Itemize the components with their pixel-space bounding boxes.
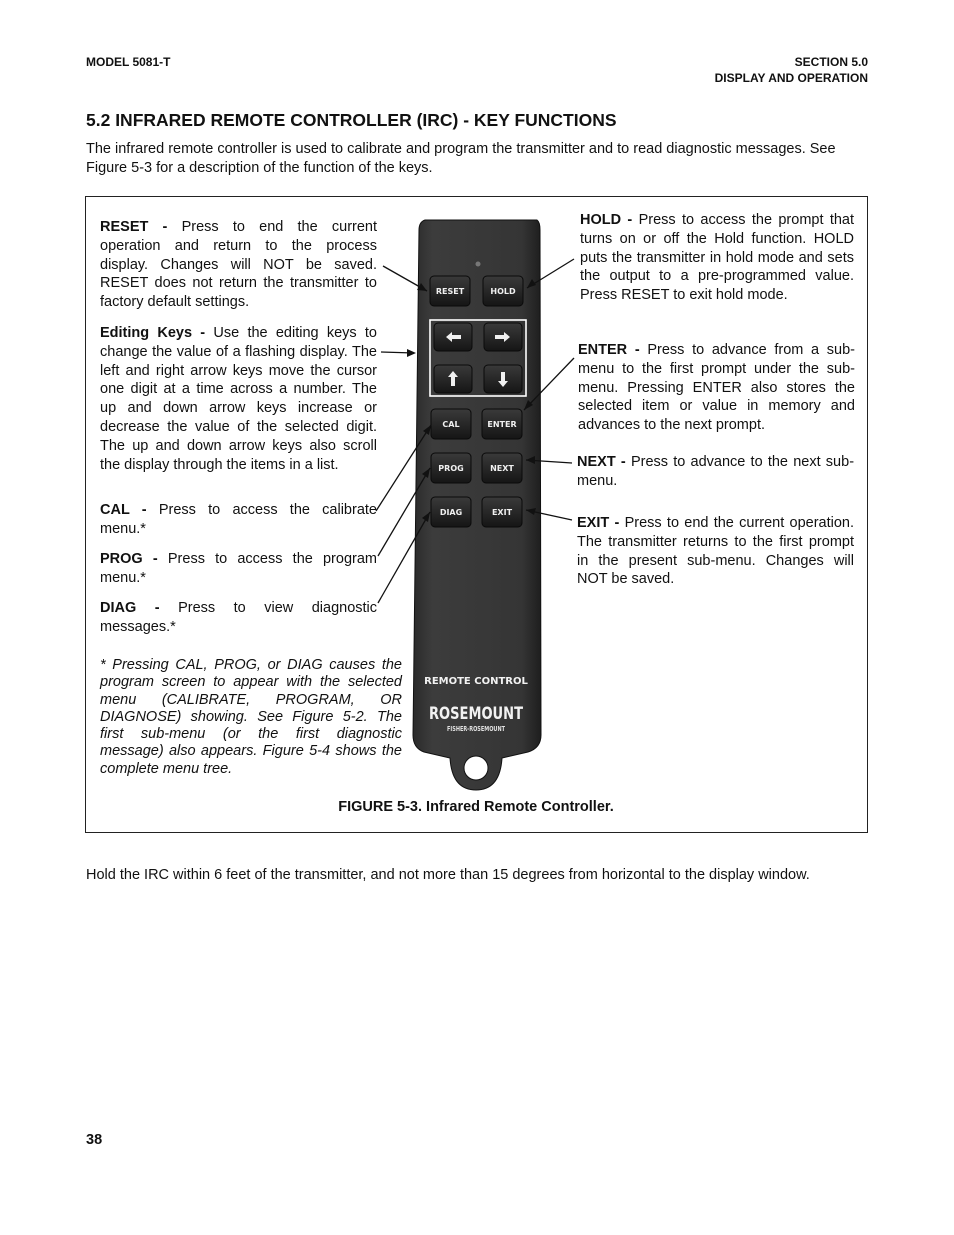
hold-key[interactable] xyxy=(483,276,523,306)
prog-text: Press to access the program menu.* xyxy=(100,551,377,586)
diag-description xyxy=(100,599,377,637)
remote-control-label: REMOTE CONTROL xyxy=(424,676,528,687)
hold-key-label: HOLD xyxy=(490,287,516,296)
menu-note: * Pressing CAL, PROG, or DIAG causes the program screen to appear with the selected menu (CALIBRATE, PROGRAM, OR DIAGNOSE) showing. See Figure 5-2. The first sub-menu (or the first diagnostic message) also appears. Figure 5-4 shows the complete menu tree. xyxy=(100,657,402,777)
ir-emitter-icon xyxy=(476,262,481,267)
next-description xyxy=(577,453,854,491)
sub-brand-logo: FISHER-ROSEMOUNT xyxy=(447,725,506,733)
figure-caption: FIGURE 5-3. Infrared Remote Controller. xyxy=(338,799,614,815)
reset-key-label: RESET xyxy=(435,287,465,296)
page-number: 38 xyxy=(86,1132,103,1148)
enter-term: ENTER - xyxy=(578,342,640,358)
next-key-label: NEXT xyxy=(490,464,514,473)
diag-term: DIAG - xyxy=(100,600,160,616)
exit-term: EXIT - xyxy=(577,515,620,531)
editing-term: Editing Keys - xyxy=(100,325,206,341)
usage-paragraph: Hold the IRC within 6 feet of the transmitter, and not more than 15 degrees from horizontal to the display window. xyxy=(86,867,810,883)
next-text: Press to advance to the next sub-menu. xyxy=(577,454,855,489)
hold-term: HOLD - xyxy=(580,212,633,228)
header-section-number: SECTION 5.0 xyxy=(794,55,868,69)
editing-keys-description xyxy=(100,324,377,474)
cal-key[interactable] xyxy=(431,409,471,439)
prog-key-label: PROG xyxy=(438,464,464,473)
editing-text: Use the editing keys to change the value of a flashing display. The left and right arrow keys move the cursor one digit at a time across a number. The up and down arrow keys increase or decrease the value of the selected digit. The up and down arrow keys also scroll the display through the items in a list. xyxy=(100,325,378,473)
diag-text: Press to view diagnostic messages.* xyxy=(100,600,378,635)
diag-key[interactable] xyxy=(431,497,471,527)
exit-description xyxy=(577,514,854,589)
header-section-title: DISPLAY AND OPERATION xyxy=(714,71,868,85)
down-arrow-key[interactable] xyxy=(484,365,522,393)
reset-text: Press to end the current operation and return to the process display. Changes will NOT be saved. RESET does not return the transmitter to factory default settings. xyxy=(100,219,378,311)
intro-paragraph: The infrared remote controller is used to calibrate and program the transmitter and to read diagnostic messages. See Figure 5-3 for a description of the function of the keys. xyxy=(86,141,836,176)
section-title: 5.2 INFRARED REMOTE CONTROLLER (IRC) - KEY FUNCTIONS xyxy=(86,110,617,130)
up-arrow-key[interactable] xyxy=(434,365,472,393)
reset-key[interactable] xyxy=(430,276,470,306)
enter-description xyxy=(578,341,855,435)
cal-text: Press to access the calibrate menu.* xyxy=(100,502,377,537)
prog-description xyxy=(100,550,377,588)
lanyard-hole xyxy=(464,756,488,780)
cal-term: CAL - xyxy=(100,502,147,518)
diag-key-label: DIAG xyxy=(439,508,463,517)
left-arrow-key[interactable] xyxy=(434,323,472,351)
exit-text: Press to end the current operation. The transmitter returns to the first prompt in the present sub-menu. Changes will NOT be saved. xyxy=(577,515,855,588)
reset-term: RESET - xyxy=(100,219,168,235)
prog-key[interactable] xyxy=(431,453,471,483)
exit-key-label: EXIT xyxy=(491,508,513,517)
next-key[interactable] xyxy=(482,453,522,483)
next-term: NEXT - xyxy=(577,454,626,470)
enter-key-label: ENTER xyxy=(487,420,517,429)
enter-text: Press to advance from a sub-menu to the first prompt under the sub-menu. Pressing ENTER also stores the selected item or value in memory and advances to the next prompt. xyxy=(578,342,855,434)
editing-arrowhead-icon xyxy=(407,349,416,357)
cal-key-label: CAL xyxy=(442,420,460,429)
enter-key[interactable] xyxy=(482,409,522,439)
cal-description xyxy=(100,501,377,539)
header-model: MODEL 5081-T xyxy=(86,55,171,69)
right-arrow-key[interactable] xyxy=(484,323,522,351)
reset-description xyxy=(100,218,377,312)
hold-description xyxy=(580,211,854,305)
prog-term: PROG - xyxy=(100,551,158,567)
brand-logo: ROSEMOUNT xyxy=(429,704,524,724)
hold-text: Press to access the prompt that turns on or off the Hold function. HOLD puts the transmitter in hold mode and sets the output to a pre-programmed value. Press RESET to exit hold mode. xyxy=(580,212,855,304)
exit-key[interactable] xyxy=(482,497,522,527)
